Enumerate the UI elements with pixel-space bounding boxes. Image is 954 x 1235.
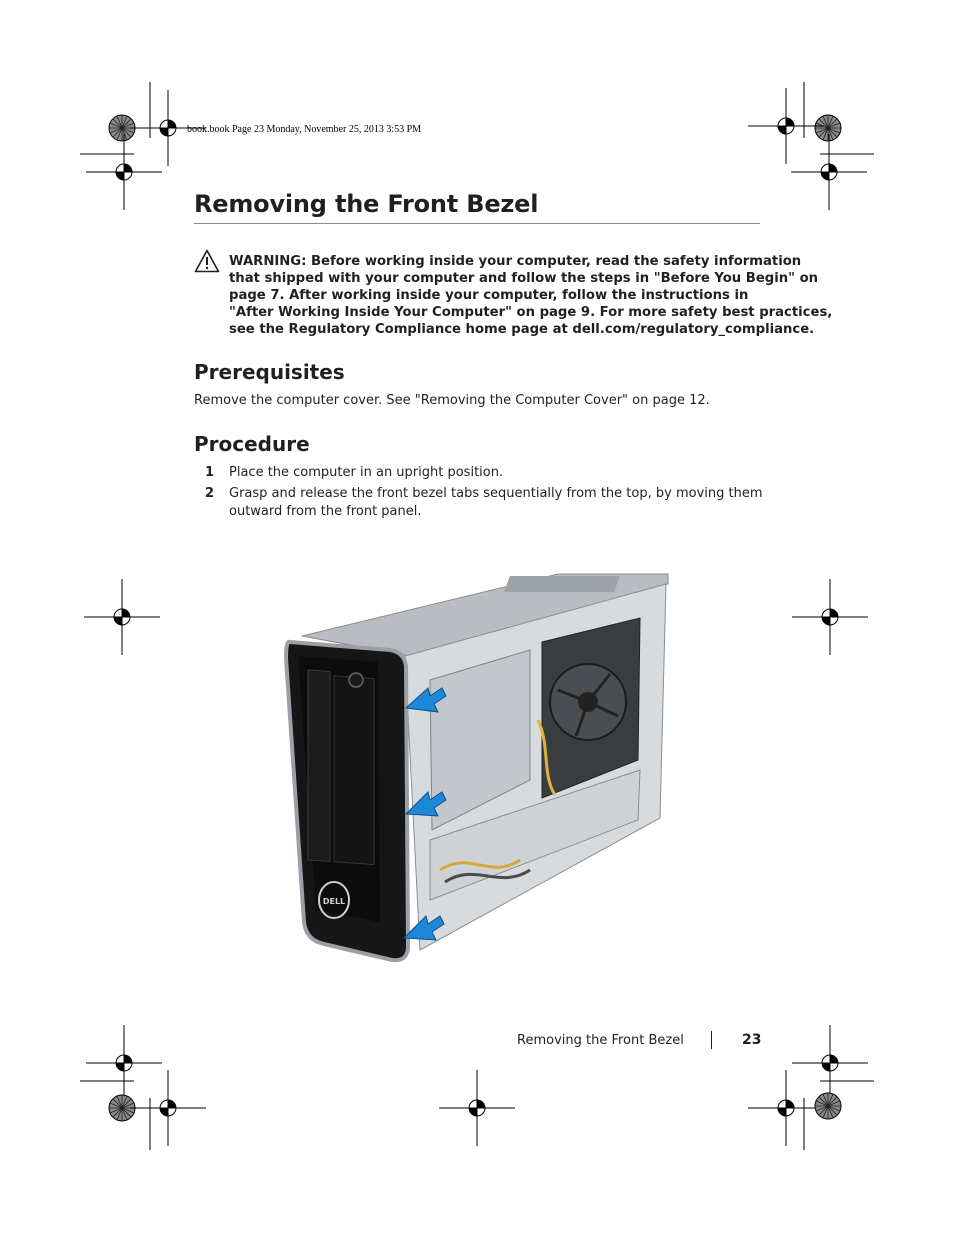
prerequisites-text: Remove the computer cover. See "Removing the Computer Cover" on page 12. <box>194 393 710 408</box>
step-text: outward from the front panel. <box>229 504 422 519</box>
dell-logo-text: DELL <box>322 897 346 906</box>
warning-line: WARNING: Before working inside your computer, read the safety information <box>229 254 802 269</box>
prerequisites-heading: Prerequisites <box>194 360 345 384</box>
procedure-heading: Procedure <box>194 432 310 456</box>
step-number: 2 <box>205 486 215 501</box>
warning-line: that shipped with your computer and follow the steps in "Before You Begin" on <box>229 271 819 286</box>
procedure-step <box>194 464 754 482</box>
step-text: Grasp and release the front bezel tabs sequentially from the top, by moving them <box>229 486 763 501</box>
step-text: Place the computer in an upright position. <box>229 465 504 480</box>
footer-separator <box>711 1031 712 1049</box>
page-number: 23 <box>742 1032 762 1048</box>
power-button-icon <box>349 673 363 687</box>
title-rule <box>194 223 760 224</box>
warning-line: page 7. After working inside your computer, follow the instructions in <box>229 288 749 303</box>
optical-drive-door <box>308 670 330 862</box>
computer-illustration <box>280 570 672 966</box>
warning-line: "After Working Inside Your Computer" on page 9. For more safety best practices, <box>229 305 833 320</box>
procedure-step <box>194 485 763 521</box>
step-number: 1 <box>205 465 215 480</box>
warning-text <box>229 253 833 338</box>
footer-section-title: Removing the Front Bezel <box>517 1033 684 1048</box>
warning-triangle-icon <box>194 249 220 273</box>
page-title: Removing the Front Bezel <box>194 190 539 218</box>
vent-grille <box>504 576 620 592</box>
warning-line: see the Regulatory Compliance home page at dell.com/regulatory_compliance. <box>229 322 815 337</box>
print-info: book.book Page 23 Monday, November 25, 2013 3:53 PM <box>187 124 422 135</box>
